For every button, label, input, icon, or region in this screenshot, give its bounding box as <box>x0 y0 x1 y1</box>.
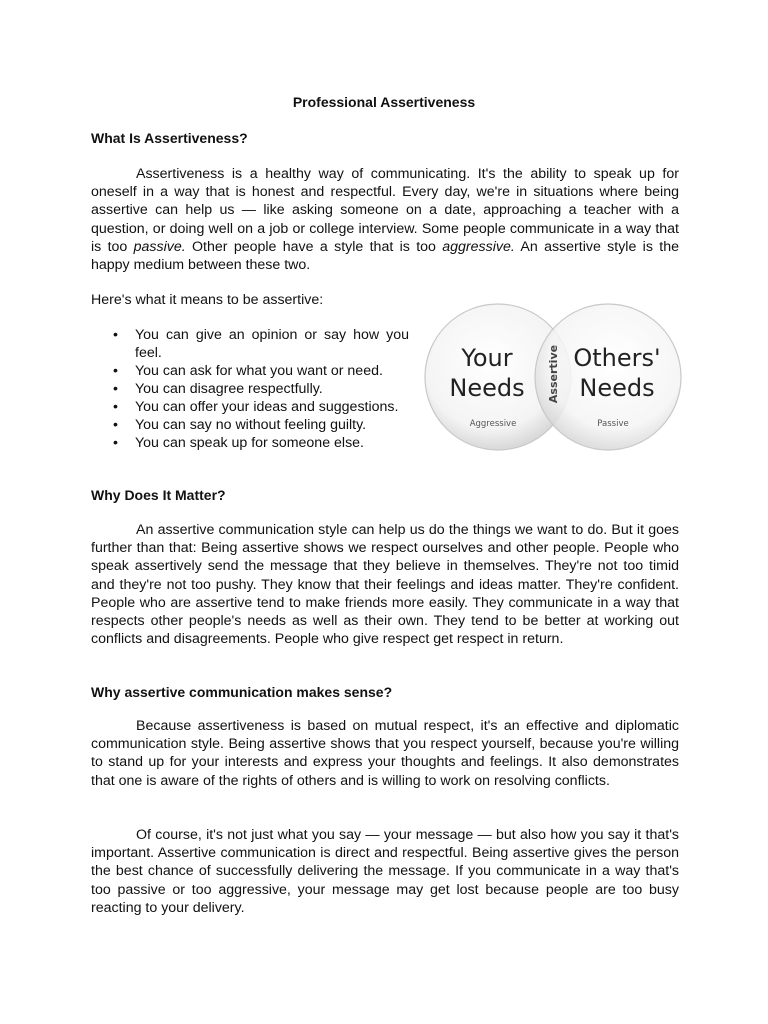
list-item <box>91 398 409 416</box>
your-needs-label-line1: Your <box>461 344 513 372</box>
paragraph-how-you-say-it: Of course, it's not just what you say — your message — but also how you say it that's important. Assertive communication is direct and respectful. Being assertive gives the person the best chance of successfully delivering the message. If you communicate in a way that's too passive or too aggressive, your message may get lost because people are too busy reacting to your delivery. <box>91 827 679 916</box>
heading-why-assertive-communication: Why assertive communication makes sense? <box>91 684 393 700</box>
bullets-intro: Here's what it means to be assertive: <box>91 292 324 308</box>
bullet-icon: • <box>113 435 118 451</box>
passive-caption: Passive <box>597 419 629 429</box>
paragraph-mutual-respect: Because assertiveness is based on mutual respect, it's an effective and diplomatic communication style. Being assertive shows that you respect yourself, because you're willing to stand up for your interests and express your thoughts and feelings. It also demonstrates that one is aware of the rights of others and is willing to work on resolving conflicts. <box>91 718 679 789</box>
your-needs-label-line2: Needs <box>449 374 525 402</box>
needs-venn-diagram <box>423 302 683 452</box>
paragraph-why-it-matters: An assertive communication style can help us do the things we want to do. But it goes further than that: Being assertive shows we respect ourselves and other people. People who speak assertively send the message that they believe in themselves. They're not too timid and they're not too pushy. They know that their feelings and ideas matter. They're confident. People who are assertive tend to make friends more easily. They communicate in a way that respects other people's needs as well as their own. They tend to be better at working out conflicts and disagreements. People who give respect get respect in return. <box>91 522 679 648</box>
paragraph-assertiveness-definition <box>91 165 679 274</box>
list-item <box>91 326 409 362</box>
document-title: Professional Assertiveness <box>292 94 476 110</box>
others-needs-label-line1: Others' <box>573 344 661 372</box>
list-item-text: You can speak up for someone else. <box>135 435 364 451</box>
list-item-text: You can offer your ideas and suggestions. <box>135 399 399 415</box>
emphasis-passive: passive. <box>133 238 186 255</box>
list-item <box>91 380 409 398</box>
bullet-icon: • <box>113 417 118 433</box>
heading-why-does-it-matter: Why Does It Matter? <box>91 487 226 503</box>
bullet-icon: • <box>113 363 118 379</box>
paragraph-text: Assertiveness is a healthy way of communicating. It's the ability to speak up for oneself in a way that is honest and respectful. Every day, we're in situations where being assertive can help us — like asking someone on a date, approaching a teacher with a question, or doing well on a job or college interview. Some people communicate in a way that is too <box>91 166 679 255</box>
list-item <box>91 362 409 380</box>
list-item <box>91 416 409 434</box>
paragraph-text: Other people have a style that is too <box>185 238 443 255</box>
list-item <box>91 434 409 452</box>
paragraph-text: An assertive style is the happy medium between these two. <box>91 238 679 274</box>
assertive-label: Assertive <box>547 344 560 404</box>
assertive-bullet-list <box>91 326 409 452</box>
list-item-text: You can ask for what you want or need. <box>135 363 383 379</box>
emphasis-aggressive: aggressive. <box>442 238 515 255</box>
heading-what-is-assertiveness: What Is Assertiveness? <box>91 130 248 146</box>
bullet-icon: • <box>113 327 118 343</box>
bullet-icon: • <box>113 399 118 415</box>
list-item-text: You can give an opinion or say how you feel. <box>135 327 409 361</box>
list-item-text: You can say no without feeling guilty. <box>135 417 367 433</box>
others-needs-label-line2: Needs <box>579 374 655 402</box>
aggressive-caption: Aggressive <box>469 419 517 429</box>
bullet-icon: • <box>113 381 118 397</box>
list-item-text: You can disagree respectfully. <box>135 381 323 397</box>
